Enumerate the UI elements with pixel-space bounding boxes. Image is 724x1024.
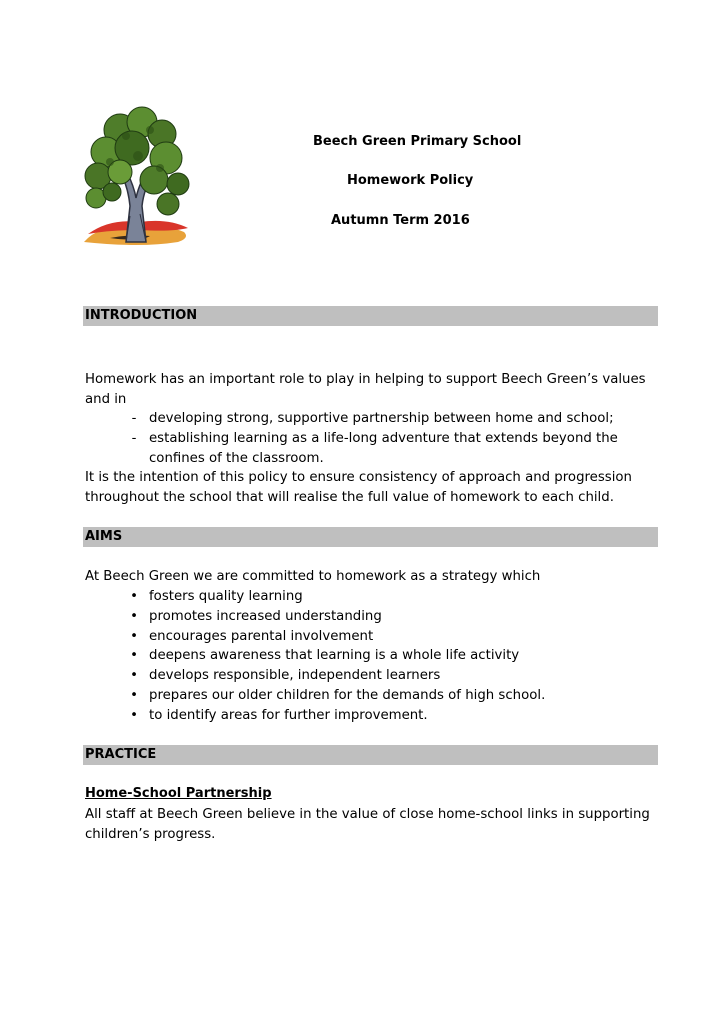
- introduction-closing-line2: throughout the school that will realise the full value of homework to each child.: [85, 489, 614, 505]
- practice-heading: PRACTICE: [83, 745, 658, 765]
- introduction-lead: [85, 370, 660, 410]
- practice-text-line2: children’s progress.: [85, 826, 216, 842]
- policy-term: Autumn Term 2016: [331, 213, 470, 228]
- bullet-marker: •: [130, 608, 138, 624]
- list-item: [85, 409, 660, 429]
- introduction-lead-line1: Homework has an important role to play in helping to support Beech Green’s values: [85, 372, 646, 387]
- school-name: Beech Green Primary School: [313, 134, 522, 149]
- list-item: [85, 627, 660, 647]
- bullet-marker: •: [130, 687, 138, 703]
- list-item: [85, 686, 660, 706]
- list-item: [85, 706, 660, 726]
- list-item: [85, 587, 660, 607]
- list-item-text: establishing learning as a life-long adventure that extends beyond the: [149, 430, 618, 446]
- policy-name: Homework Policy: [347, 173, 474, 188]
- list-item: [85, 666, 660, 686]
- school-logo-tree: [80, 106, 192, 252]
- bullet-marker: •: [130, 648, 138, 664]
- list-item-text: developing strong, supportive partnership between home and school;: [149, 411, 614, 426]
- practice-text-line1: All staff at Beech Green believe in the value of close home-school links in supporting: [85, 807, 650, 822]
- introduction-heading: INTRODUCTION: [83, 306, 658, 326]
- introduction-closing-line1: It is the intention of this policy to ensure consistency of approach and progression: [85, 470, 632, 485]
- introduction-list: [85, 409, 660, 468]
- list-item-text: deepens awareness that learning is a whole life activity: [149, 648, 520, 664]
- practice-text: [85, 805, 660, 845]
- list-item-text: prepares our older children for the demands of high school.: [149, 687, 546, 703]
- list-item-text: fosters quality learning: [149, 589, 303, 604]
- list-item-text: to identify areas for further improvement.: [149, 707, 428, 723]
- aims-list: [85, 587, 660, 726]
- introduction-lead-line2: and in: [85, 391, 127, 407]
- bullet-marker: •: [130, 628, 138, 644]
- list-item: [85, 607, 660, 627]
- aims-heading: AIMS: [83, 527, 658, 547]
- list-item: [85, 429, 660, 469]
- home-school-partnership-heading: Home-School Partnership: [85, 786, 272, 801]
- dash-marker: -: [131, 411, 137, 426]
- dash-marker: -: [131, 430, 137, 446]
- aims-lead: At Beech Green we are committed to homework as a strategy which: [85, 569, 541, 584]
- list-item-text: encourages parental involvement: [149, 628, 374, 644]
- list-item-text: promotes increased understanding: [149, 608, 382, 624]
- list-item-text-continued: confines of the classroom.: [149, 450, 324, 466]
- introduction-closing: [85, 468, 660, 508]
- bullet-marker: •: [130, 707, 138, 723]
- bullet-marker: •: [130, 668, 138, 684]
- list-item: [85, 646, 660, 666]
- list-item-text: develops responsible, independent learners: [149, 668, 441, 684]
- bullet-marker: •: [130, 589, 138, 604]
